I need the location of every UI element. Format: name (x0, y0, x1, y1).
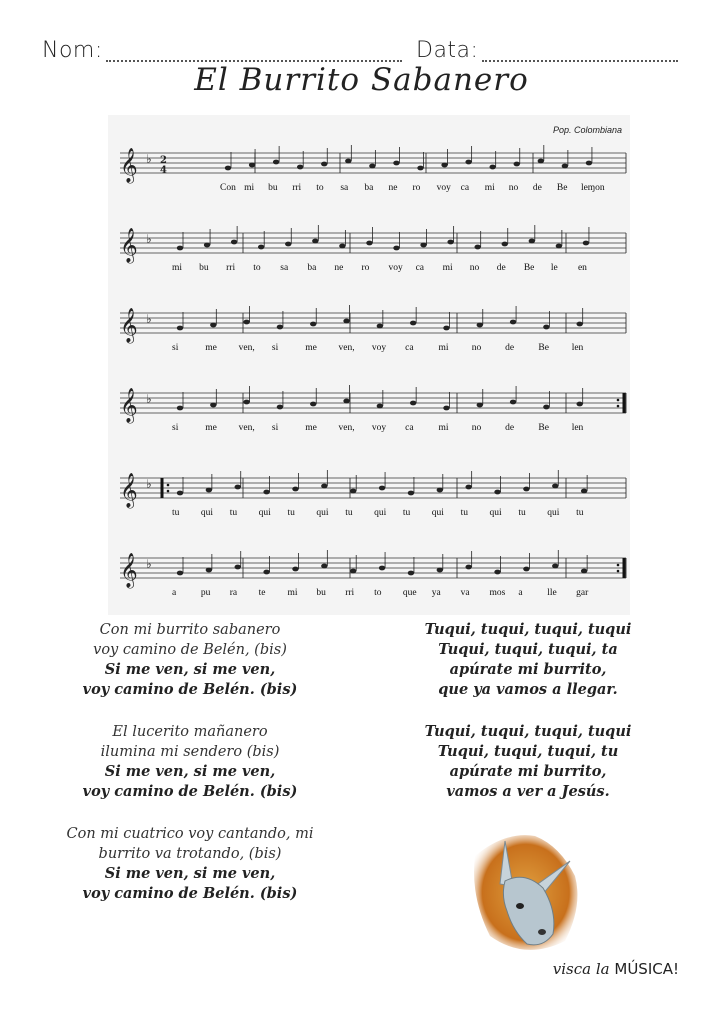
verse-line: voy camino de Belén. (bis) (82, 681, 298, 698)
svg-text:2: 2 (160, 155, 167, 166)
lyric-syllable: voy (388, 263, 403, 273)
lyric-syllable: rri (226, 263, 236, 273)
song-origin: Pop. Colombiana (552, 125, 622, 135)
lyric-syllable: sa (280, 263, 289, 273)
lyric-syllable: ven, (338, 343, 355, 353)
verse-line: Tuqui, tuqui, tuqui, tuqui (424, 621, 632, 638)
verse-line: ilumina mi sendero (bis) (100, 744, 280, 760)
verse-line: Tuqui, tuqui, tuqui, ta (438, 641, 618, 658)
lyric-syllable: tu (172, 508, 180, 518)
lyric-syllable: bu (268, 183, 278, 193)
staff-1 (108, 135, 630, 215)
lyric-syllable: de (532, 183, 542, 193)
verse-line: voy camino de Belén. (bis) (82, 783, 298, 800)
lyric-syllable: tu (287, 508, 295, 518)
lyric-syllable: ca (460, 183, 470, 193)
verse-line: Si me ven, si me ven, (104, 865, 276, 882)
lyric-syllable: tu (518, 508, 526, 518)
verse-line: voy camino de Belén. (bis) (82, 885, 298, 902)
lyric-syllable: de (505, 343, 515, 353)
svg-text:♭: ♭ (146, 557, 152, 571)
lyric-syllable: ra (229, 588, 238, 598)
lyric-syllable: ro (412, 183, 421, 193)
lyric-syllable: ba (307, 263, 317, 273)
lyric-syllable: no (471, 423, 482, 433)
lyric-syllable: tu (229, 508, 238, 518)
verse-line: apúrate mi burrito, (449, 661, 607, 678)
lyric-syllable: me (205, 423, 217, 433)
stanza (40, 620, 340, 700)
footer-cursive: visca la (552, 960, 615, 978)
lyric-syllable: ven, (338, 423, 355, 433)
lyric-syllable: Be (556, 183, 568, 193)
lyric-syllable: ca (415, 263, 424, 273)
lyric-syllable: me (205, 343, 217, 353)
name-field[interactable] (106, 38, 402, 62)
lyric-syllable: mi (287, 588, 298, 598)
verse-line: vamos a ver a Jesús. (446, 783, 610, 800)
staff-5 (108, 460, 630, 540)
lyric-syllable: mi (438, 343, 449, 353)
verse-line: El lucerito mañanero (112, 724, 268, 740)
lyric-syllable: to (374, 588, 382, 598)
staff-3 (108, 295, 630, 375)
lyric-syllable: gar (576, 588, 589, 598)
svg-text:𝄞: 𝄞 (120, 553, 138, 588)
lyric-syllable: sa (340, 183, 349, 193)
lyric-syllable: me (305, 423, 317, 433)
lyric-syllable: voy (371, 343, 387, 353)
staff-6 (108, 540, 630, 620)
lyric-syllable: voy (436, 183, 451, 193)
lyric-syllable: bu (316, 588, 326, 598)
lyric-syllable: qui (374, 508, 387, 518)
svg-text:4: 4 (160, 165, 167, 176)
lyric-syllable: me (305, 343, 317, 353)
lyric-syllable: qui (547, 508, 560, 518)
lyric-syllable: mos (489, 588, 506, 598)
name-label: Nom: (42, 38, 103, 63)
verse-line: Si me ven, si me ven, (104, 763, 276, 780)
lyric-syllable: Be (523, 263, 535, 273)
lyric-syllable: len (571, 343, 584, 353)
lyric-syllable: tu (460, 508, 469, 518)
lyric-syllable: mi (484, 183, 495, 193)
lyric-syllable: tu (345, 508, 353, 518)
lyric-syllable: ne (388, 183, 398, 193)
lyric-syllable: ca (405, 343, 414, 353)
lyric-syllable: si (172, 343, 179, 353)
lyric-syllable: tu (576, 508, 584, 518)
lyric-syllable: va (460, 588, 470, 598)
stanza (40, 824, 340, 904)
lyric-syllable: no (469, 263, 480, 273)
lyric-syllable: len (571, 423, 584, 433)
lyric-syllable: si (271, 423, 279, 433)
lyric-syllable: ven, (238, 423, 255, 433)
svg-text:♭: ♭ (146, 477, 152, 491)
svg-text:♭: ♭ (146, 392, 152, 406)
verses-right (378, 620, 678, 824)
verse-line: voy camino de Belén, (bis) (93, 642, 287, 658)
lyric-syllable: si (172, 423, 179, 433)
verse-line: apúrate mi burrito, (449, 763, 607, 780)
lyric-syllable: mi (244, 183, 255, 193)
lyric-syllable: ya (431, 588, 441, 598)
lyric-syllable: qui (431, 508, 444, 518)
svg-text:𝄞: 𝄞 (120, 473, 138, 508)
staff-2 (108, 215, 630, 295)
svg-text:♭: ♭ (146, 152, 152, 166)
stanza (40, 722, 340, 802)
lyric-syllable: no (471, 343, 482, 353)
lyric-syllable: de (496, 263, 506, 273)
verse-line: Tuqui, tuqui, tuqui, tuqui (424, 723, 632, 740)
lyric-syllable: Con (220, 183, 236, 193)
svg-text:𝄞: 𝄞 (120, 148, 138, 183)
sheet-music (108, 115, 630, 615)
lyric-syllable: qui (200, 508, 213, 518)
lyric-syllable: to (316, 183, 324, 193)
lyric-syllable: to (253, 263, 261, 273)
lyric-syllable: rri (292, 183, 302, 193)
lyric-syllable: a (172, 588, 177, 598)
lyric-syllable: mi (438, 423, 449, 433)
lyric-syllable: te (258, 588, 266, 598)
lyric-syllable: ne (334, 263, 344, 273)
lyric-syllable: tu (402, 508, 411, 518)
lyric-syllable: ro (361, 263, 370, 273)
lyric-syllable: mi (442, 263, 453, 273)
stanza (378, 620, 678, 700)
lyric-syllable: Be (538, 343, 549, 353)
verse-line: burrito va trotando, (bis) (98, 846, 282, 862)
lyric-syllable: le (550, 263, 558, 273)
svg-text:♭: ♭ (146, 312, 152, 326)
lyric-syllable: si (271, 343, 279, 353)
donkey-illustration-icon (465, 826, 585, 961)
lyric-syllable: qui (316, 508, 329, 518)
verse-line: Con mi burrito sabanero (99, 622, 281, 638)
lyric-syllable: no (508, 183, 519, 193)
lyric-syllable: voy (371, 423, 387, 433)
verses-left (40, 620, 340, 926)
verse-line: que ya vamos a llegar. (438, 681, 618, 698)
svg-text:𝄞: 𝄞 (120, 228, 138, 263)
verse-line: Si me ven, si me ven, (104, 661, 276, 678)
svg-text:♭: ♭ (146, 232, 152, 246)
lyric-syllable: leɱon (580, 183, 605, 193)
lyric-syllable: ven, (238, 343, 255, 353)
date-label: Data: (416, 38, 479, 63)
verse-line: Tuqui, tuqui, tuqui, tu (437, 743, 619, 760)
lyric-syllable: bu (199, 263, 209, 273)
lyric-syllable: qui (489, 508, 502, 518)
staff-4 (108, 375, 630, 455)
lyric-syllable: Be (538, 423, 549, 433)
svg-text:𝄞: 𝄞 (120, 388, 138, 423)
footer-slogan (553, 960, 679, 978)
lyric-syllable: mi (172, 263, 183, 273)
lyric-syllable: que (402, 588, 417, 598)
lyric-syllable: rri (345, 588, 355, 598)
svg-text:𝄞: 𝄞 (120, 308, 138, 343)
lyric-syllable: a (518, 588, 523, 598)
lyric-syllable: lle (547, 588, 557, 598)
lyric-syllable: ca (405, 423, 414, 433)
lyric-syllable: de (505, 423, 515, 433)
verse-line: Con mi cuatrico voy cantando, mi (66, 826, 314, 842)
lyric-syllable: qui (258, 508, 271, 518)
stanza (378, 722, 678, 802)
date-field[interactable] (482, 38, 678, 62)
lyric-syllable: ba (364, 183, 374, 193)
footer-caps: MÚSICA! (614, 960, 679, 978)
page-title: El Burrito Sabanero (194, 62, 529, 98)
lyric-syllable: en (577, 263, 587, 273)
lyric-syllable: pu (200, 588, 211, 598)
